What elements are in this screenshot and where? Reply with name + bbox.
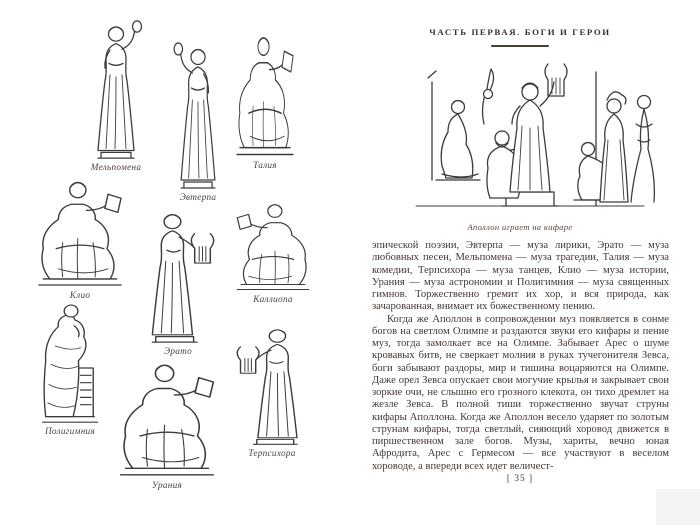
muse-figure-terpsichore: [230, 322, 314, 458]
muse-figure-urania: [106, 354, 228, 490]
photo-background-corner: [656, 489, 700, 525]
melpomene-engraving: [84, 18, 148, 160]
muse-figure-thalia: [228, 26, 302, 170]
muse-caption: Эвтерпа: [179, 192, 217, 202]
paragraph: Когда же Аполлон в сопровождении муз появляется в сонме богов на светлом Олимпе и раздаются звуки его кифары и пение муз, тогда замолкает все на Олимпе. Забывает Арес о шуме кровавых битв, не сверкает молния в руках тучегонителя Зевса, боги забывают раздоры, мир и тишина воцаряются на Олимпе. Даже орел Зевса опускает свои могучие крылья и закрывает свои зоркие очи, не слышно его грозного клекота, он тихо дремлет на жезле Зевса. В полной тиши торжественно звучат струны кифары Аполлона. Когда же Аполлон весело ударяет по золотым струнам кифары, тогда светлый, сияющий хоровод движется в пиршественном зале богов. Музы, хариты, вечно юная Афродита, Арес с Гермесом — все участвуют в веселом хороводе, а впереди всех идет величест-: [372, 313, 669, 472]
muse-caption: Терпсихора: [248, 448, 296, 458]
urania-engraving: [106, 354, 228, 478]
body-text: [372, 240, 669, 473]
apollo-kithara-engraving: [398, 54, 662, 216]
header-rule: [491, 45, 549, 47]
paragraph: эпической поэзии, Эвтерпа — муза лирики, Эрато — муза любовных песен, Мельпомена — муза трагедии, Талия — муза комедии, Терпсихора — муза танцев, Клио — муза истории, Урания — муза астрономии и Полигимния — муза священных гимнов. Торжественно гремит их хор, и вся природа, как зачарованная, внимает их божественному пению.: [372, 240, 669, 313]
muse-caption: Урания: [151, 480, 183, 490]
muse-figure-clio: [26, 172, 134, 300]
muse-caption: Мельпомена: [90, 162, 142, 172]
polyhymnia-engraving: [32, 300, 108, 424]
terpsichore-engraving: [234, 322, 310, 446]
euterpe-engraving: [168, 40, 228, 190]
muse-figure-euterpe: [158, 40, 238, 202]
thalia-engraving: [228, 26, 302, 158]
running-head: ЧАСТЬ ПЕРВАЯ. БОГИ И ГЕРОИ: [429, 27, 611, 37]
muse-figure-calliope: [226, 196, 320, 304]
muse-caption: Каллиопа: [253, 294, 293, 304]
muse-caption: Талия: [253, 160, 277, 170]
erato-engraving: [139, 206, 217, 344]
muse-caption: Полигимния: [44, 426, 96, 436]
muse-caption: Клио: [69, 290, 91, 300]
muse-figure-polyhymnia: [26, 300, 114, 436]
muse-figure-erato: [136, 206, 220, 356]
muse-caption: Эрато: [164, 346, 192, 356]
calliope-engraving: [226, 196, 320, 292]
page-number: [ 35 ]: [506, 474, 534, 484]
clio-engraving: [26, 172, 134, 288]
illustration-caption: Аполлон играет на кифаре: [467, 222, 573, 232]
muse-figure-melpomene: [68, 18, 164, 172]
